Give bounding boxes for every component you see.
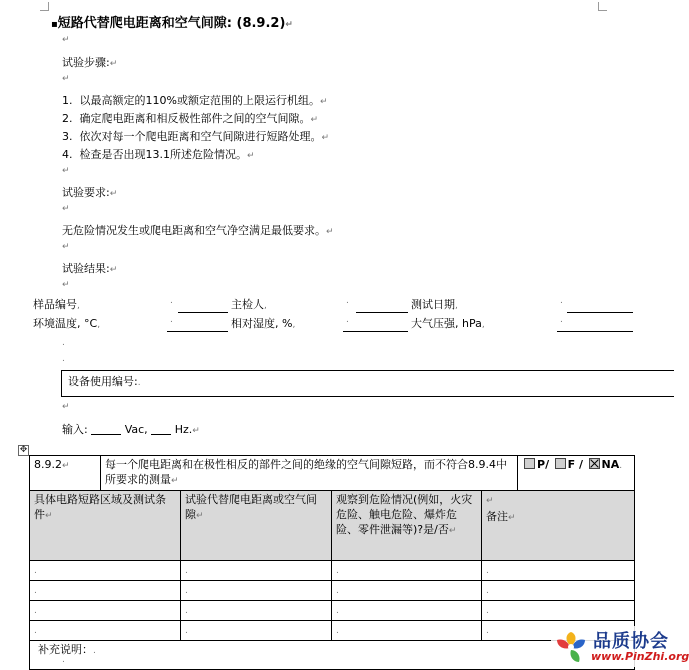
clause-cell: 8.9.2↵ — [30, 456, 101, 491]
equipment-number-box[interactable] — [61, 370, 674, 397]
crop-mark-top-left — [40, 2, 49, 11]
verdict-cell: P/ F / NA. — [518, 456, 635, 491]
step-item: 2. 确定爬电距离和相反极性部件之间的空气间隙。↵ — [62, 112, 319, 125]
header-circuit-area: 具体电路短路区域及测试条件↵ — [30, 491, 181, 561]
table-row[interactable]: . . . . — [30, 581, 635, 601]
test-table — [29, 455, 635, 670]
cell-mark: . — [560, 296, 563, 306]
hz-blank[interactable] — [151, 424, 171, 435]
empty-paragraph: . — [62, 338, 65, 348]
cell-mark: . — [560, 315, 563, 325]
cell-mark: . — [346, 296, 349, 306]
cell-mark: . — [170, 296, 173, 306]
sample-number-label: 样品编号, — [33, 298, 80, 311]
watermark-brand: 品质协会 — [593, 631, 669, 652]
empty-paragraph: ↵ — [62, 35, 70, 45]
humidity-field-line[interactable] — [343, 331, 408, 332]
pinzhi-logo-icon — [553, 630, 589, 664]
requirements-label: 试验要求:↵ — [62, 186, 118, 199]
table-row[interactable]: . . . . — [30, 621, 635, 641]
supplement-cell[interactable]: 补充说明：. — [30, 641, 635, 670]
header-substitute-test: 试验代替爬电距离或空气间隙↵ — [181, 491, 332, 561]
test-date-blank-line[interactable] — [356, 312, 408, 313]
requirements-text: 无危险情况发生或爬电距离和空气净空满足最低要求。↵ — [62, 224, 334, 237]
sample-number-field-line[interactable] — [567, 312, 633, 313]
crop-mark-top-right — [598, 2, 607, 11]
empty-paragraph: ↵ — [62, 402, 70, 412]
hz-unit: Hz. — [174, 423, 193, 436]
step-item: 4. 检查是否出现13.1所述危险情况。↵ — [62, 148, 255, 161]
ambient-temp-label: 环境温度, °C, — [33, 317, 101, 330]
cell-mark: . — [346, 315, 349, 325]
humidity-label: 相对湿度, %, — [231, 317, 296, 330]
pass-checkbox[interactable] — [524, 458, 535, 469]
watermark-logo — [551, 626, 689, 667]
input-label: 输入: — [62, 423, 88, 436]
test-date-label: 测试日期, — [411, 298, 458, 311]
vac-unit: Vac, — [124, 423, 148, 436]
vac-blank[interactable] — [91, 424, 121, 435]
step-item: 1. 以最高额定的110%或额定范围的上限运行机组。↵ — [62, 94, 328, 107]
equipment-number-label: 设备使用编号:. — [68, 375, 141, 388]
step-item: 3. 依次对每一个爬电距离和空气间隙进行短路处理。↵ — [62, 130, 330, 143]
section-heading: ▪短路代替爬电距离和空气间隙: (8.9.2)↵ — [51, 16, 293, 31]
na-checkbox-checked[interactable] — [589, 458, 600, 469]
results-label: 试验结果:↵ — [62, 262, 118, 275]
fail-checkbox[interactable] — [555, 458, 566, 469]
description-cell: 每一个爬电距离和在极性相反的部件之间的绝缘的空气间隙短路，而不符合8.9.4中所要求的测量↵ — [101, 456, 518, 491]
header-hazard-observed: 观察到危险情况(例如，火灾危险、触电危险、爆炸危险、零件泄漏等)?是/否↵ — [332, 491, 482, 561]
header-remarks: ↵ 备注↵ — [482, 491, 635, 561]
watermark-url: www.PinZhi.org — [591, 650, 689, 663]
pressure-field-line[interactable] — [557, 331, 633, 332]
inspector-blank-line[interactable] — [178, 312, 228, 313]
table-move-handle-icon[interactable]: ✥ — [19, 445, 28, 455]
empty-paragraph: ↵ — [62, 242, 70, 252]
empty-paragraph: . — [62, 655, 65, 665]
empty-paragraph: ↵ — [62, 280, 70, 290]
table-row[interactable]: . . . . — [30, 601, 635, 621]
inspector-label: 主检人, — [231, 298, 267, 311]
steps-label: 试验步骤:↵ — [62, 56, 118, 69]
ambient-temp-field-line[interactable] — [167, 331, 228, 332]
empty-paragraph: ↵ — [62, 74, 70, 84]
pressure-label: 大气压强, hPa, — [411, 317, 485, 330]
cell-mark: . — [170, 315, 173, 325]
table-row[interactable]: . . . . — [30, 561, 635, 581]
empty-paragraph: . — [62, 354, 65, 364]
empty-paragraph: ↵ — [62, 166, 70, 176]
empty-paragraph: ↵ — [62, 204, 70, 214]
input-line: 输入: Vac, Hz.↵ — [62, 423, 200, 436]
